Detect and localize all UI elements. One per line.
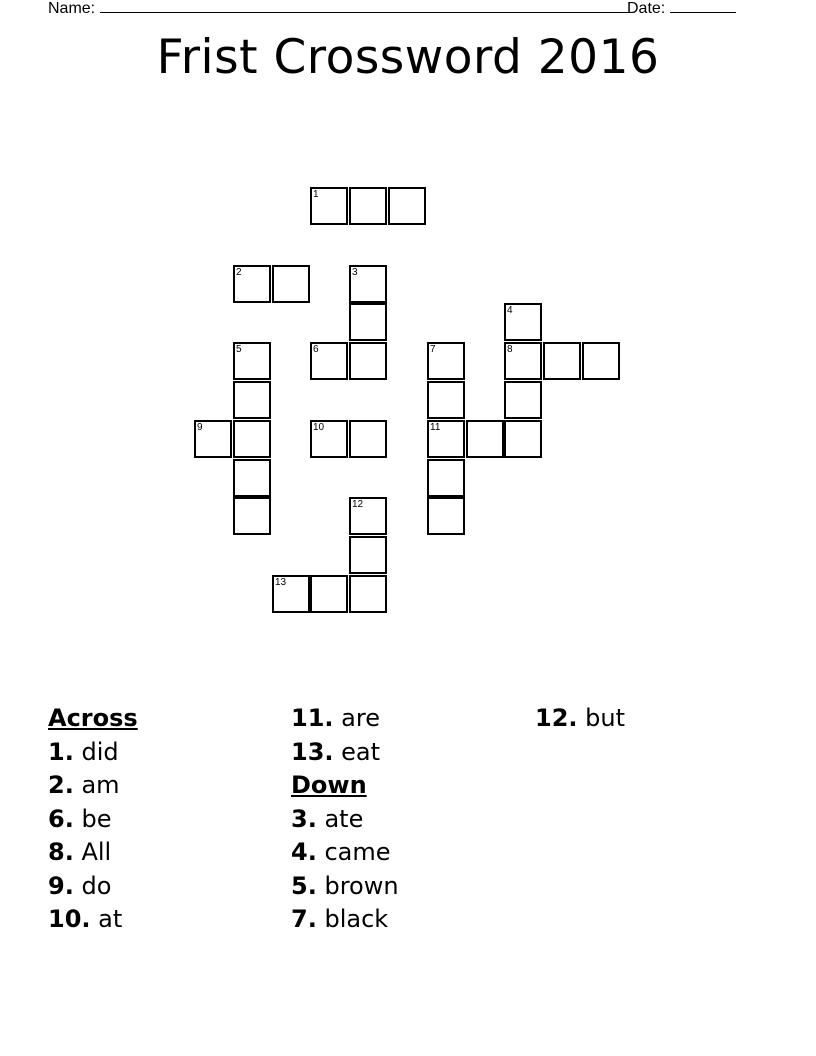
grid-cell[interactable]	[349, 420, 387, 458]
grid-cell[interactable]	[233, 342, 271, 380]
grid-cell[interactable]	[349, 342, 387, 380]
grid-cell[interactable]	[504, 303, 542, 341]
grid-cell[interactable]	[427, 420, 465, 458]
clue-heading	[48, 702, 138, 736]
grid-cell[interactable]	[427, 342, 465, 380]
grid-cell[interactable]	[466, 420, 504, 458]
grid-cell[interactable]	[310, 187, 348, 225]
clue-number: 7.	[291, 905, 317, 933]
clue-item	[535, 702, 625, 736]
clue-text: are	[333, 704, 380, 732]
clue-text: black	[316, 905, 389, 933]
clue-number: 8.	[48, 838, 74, 866]
clue-number: 12.	[535, 704, 578, 732]
cell-number: 8	[507, 344, 513, 355]
clue-column-2	[291, 702, 399, 937]
clue-item	[48, 836, 138, 870]
cell-number: 6	[313, 344, 319, 355]
clue-item	[48, 870, 138, 904]
grid-cell[interactable]	[543, 342, 581, 380]
grid-cell[interactable]	[272, 265, 310, 303]
clue-number: 2.	[48, 771, 74, 799]
clue-text: did	[73, 737, 119, 766]
date-label: Date:	[627, 0, 666, 17]
cell-number: 4	[507, 305, 513, 316]
clue-text: at	[90, 905, 123, 933]
grid-cell[interactable]	[349, 265, 387, 303]
grid-cell[interactable]	[349, 536, 387, 574]
clue-text: am	[73, 771, 120, 799]
clue-text: All	[73, 838, 112, 866]
grid-cell[interactable]	[349, 575, 387, 613]
cell-number: 10	[313, 422, 325, 433]
clue-text: do	[73, 871, 112, 900]
clue-text: ate	[316, 804, 364, 833]
clue-item	[291, 836, 399, 870]
clue-number: 9.	[48, 871, 74, 900]
clue-item	[291, 903, 399, 937]
page-title: Frist Crossword 2016	[156, 30, 660, 85]
grid-cell[interactable]	[349, 187, 387, 225]
clue-number: 6.	[48, 804, 74, 833]
clue-heading	[291, 769, 399, 803]
clue-item	[291, 736, 399, 770]
grid-cell[interactable]	[427, 497, 465, 535]
grid-cell[interactable]	[233, 265, 271, 303]
clue-column-1	[48, 702, 138, 937]
cell-number: 13	[275, 577, 287, 588]
cell-number: 11	[430, 422, 441, 433]
clue-item	[291, 870, 399, 904]
clue-text: be	[73, 804, 112, 833]
clue-text: brown	[316, 871, 399, 900]
cell-number: 5	[236, 344, 242, 355]
grid-cell[interactable]	[582, 342, 620, 380]
clue-heading-label: Across	[48, 704, 138, 732]
cell-number: 12	[352, 499, 364, 510]
clue-number: 5.	[291, 871, 317, 900]
grid-cell[interactable]	[233, 420, 271, 458]
grid-cell[interactable]	[504, 381, 542, 419]
clue-item	[291, 702, 399, 736]
grid-cell[interactable]	[427, 381, 465, 419]
grid-cell[interactable]	[504, 420, 542, 458]
clue-item	[291, 803, 399, 837]
grid-cell[interactable]	[194, 420, 232, 458]
clue-number: 4.	[291, 838, 317, 866]
grid-cell[interactable]	[310, 342, 348, 380]
grid-cell[interactable]	[504, 342, 542, 380]
clue-text: but	[577, 704, 625, 732]
grid-cell[interactable]	[233, 381, 271, 419]
grid-cell[interactable]	[272, 575, 310, 613]
cell-number: 1	[313, 189, 319, 200]
clue-item	[48, 736, 138, 770]
clue-number: 3.	[291, 804, 317, 833]
clue-item	[48, 903, 138, 937]
name-label: Name:	[48, 0, 96, 17]
grid-cell[interactable]	[310, 575, 348, 613]
grid-cell[interactable]	[349, 497, 387, 535]
cell-number: 3	[352, 267, 358, 278]
grid-cell[interactable]	[233, 497, 271, 535]
grid-cell[interactable]	[233, 459, 271, 497]
clue-text: came	[316, 838, 391, 866]
grid-cell[interactable]	[388, 187, 426, 225]
clue-item	[48, 803, 138, 837]
grid-cell[interactable]	[349, 303, 387, 341]
clue-number: 10.	[48, 905, 91, 933]
grid-cell[interactable]	[310, 420, 348, 458]
cell-number: 2	[236, 267, 242, 278]
clue-number: 11.	[291, 704, 334, 732]
grid-cell[interactable]	[427, 459, 465, 497]
clue-number: 13.	[291, 737, 334, 766]
cell-number: 7	[430, 344, 436, 355]
clue-item	[48, 769, 138, 803]
cell-number: 9	[197, 422, 203, 433]
clue-column-3	[535, 702, 625, 736]
clue-text: eat	[333, 737, 381, 766]
clue-number: 1.	[48, 737, 74, 766]
clue-heading-label: Down	[291, 771, 367, 799]
